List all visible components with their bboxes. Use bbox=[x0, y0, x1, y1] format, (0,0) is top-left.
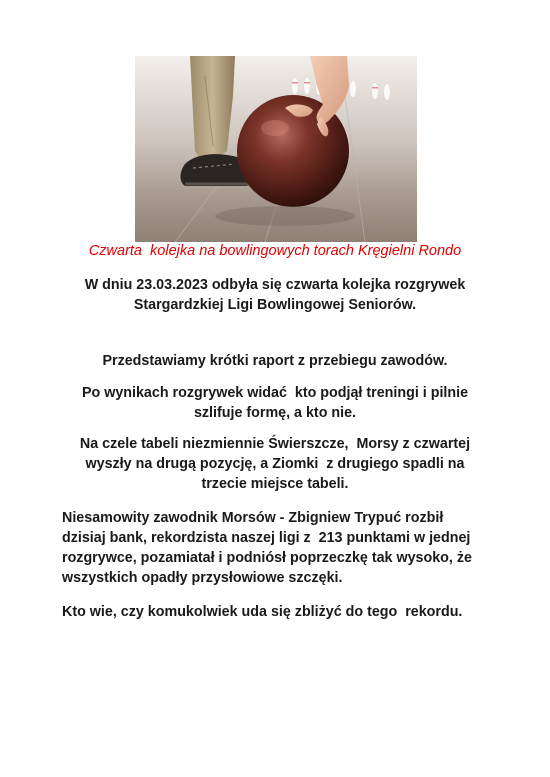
text-line: Niesamowity zawodnik Morsów - Zbigniew Trypuć rozbił bbox=[62, 510, 444, 526]
bowling-photo bbox=[135, 56, 417, 242]
text-line: Kto wie, czy komukolwiek uda się zbliżyć do tego rekordu. bbox=[62, 604, 463, 620]
text-line: Przedstawiamy krótki raport z przebiegu zawodów. bbox=[102, 353, 448, 369]
text-line: trzecie miejsce tabeli. bbox=[201, 476, 349, 492]
text-line: Na czele tabeli niezmiennie Świerszcze, Morsy z czwartej bbox=[79, 436, 471, 452]
text-line: W dniu 23.03.2023 odbyła się czwarta kolejka rozgrywek bbox=[84, 277, 466, 293]
text-line: rozgrywce, pozamiatał i podniósł poprzeczkę tak wysoko, że bbox=[62, 550, 472, 566]
paragraph-closing bbox=[62, 602, 517, 622]
article-title: Czwarta kolejka na bowlingowych torach Kręgielni Rondo bbox=[88, 243, 462, 259]
text-line: wyszły na drugą pozycję, a Ziomki z drugiego spadli na bbox=[85, 456, 465, 472]
paragraph-intro bbox=[40, 275, 510, 315]
paragraph-record bbox=[62, 508, 517, 588]
text-line: dzisiaj bank, rekordzista naszej ligi z 213 punktami w jednej bbox=[62, 530, 471, 546]
paragraph-report-intro bbox=[40, 351, 510, 371]
paragraph-results bbox=[40, 383, 510, 423]
text-line: Po wynikach rozgrywek widać kto podjął treningi i pilnie bbox=[81, 385, 469, 401]
paragraph-table-standings bbox=[40, 434, 510, 494]
text-line: Stargardzkiej Ligi Bowlingowej Seniorów. bbox=[133, 297, 417, 313]
text-line: szlifuje formę, a kto nie. bbox=[193, 405, 357, 421]
text-line: wszystkich opadły przysłowiowe szczęki. bbox=[62, 570, 343, 586]
